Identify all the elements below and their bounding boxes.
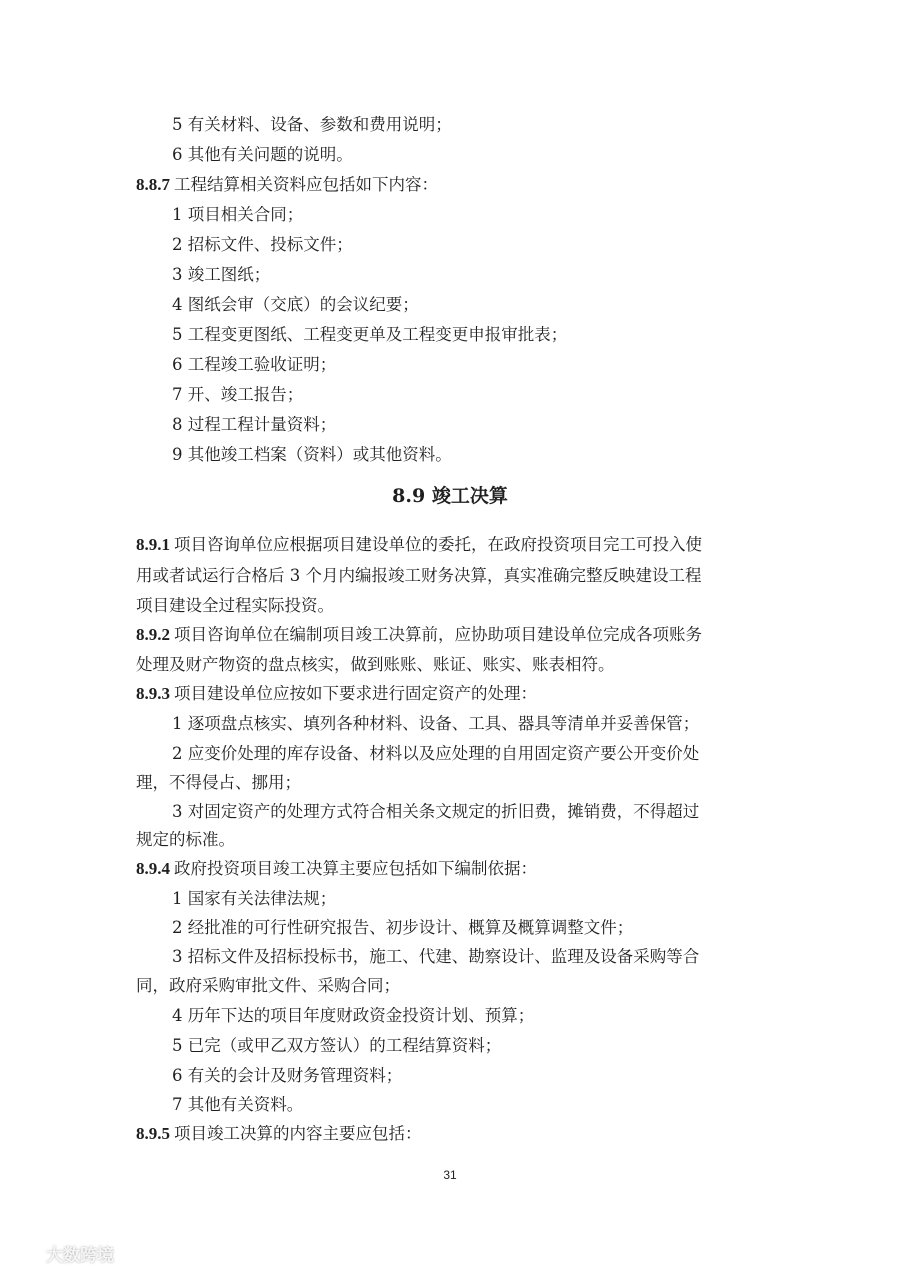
list-item: 7 其他有关资料。: [172, 1095, 304, 1114]
list-item-continuation: 规定的标准。: [136, 830, 235, 849]
list-item: 1 项目相关合同；: [172, 205, 304, 224]
clause-number: 8.9.3: [136, 684, 170, 703]
clause-number: 8.8.7: [136, 175, 170, 194]
page-number: 31: [443, 1168, 457, 1182]
clause-text: 项目咨询单位在编制项目竣工决算前，应协助项目建设单位完成各项账务: [174, 625, 702, 644]
clause-text: 政府投资项目竣工决算主要应包括如下编制依据：: [174, 859, 537, 878]
list-item: 6 其他有关问题的说明。: [172, 145, 353, 164]
watermark: [10, 1240, 114, 1266]
clause-text-line: 用或者试运行合格后 3 个月内编报竣工财务决算，真实准确完整反映建设工程: [136, 566, 702, 585]
clause-8-9-3: [136, 684, 776, 704]
clause-number: 8.9.5: [136, 1124, 170, 1143]
list-item: 3 招标文件及招标投标书，施工、代建、勘察设计、监理及设备采购等合: [172, 947, 700, 966]
list-item: 2 经批准的可行性研究报告、初步设计、概算及概算调整文件；: [172, 918, 634, 937]
clause-text-line: 项目建设全过程实际投资。: [136, 596, 334, 615]
list-item: 1 逐项盘点核实、填列各种材料、设备、工具、器具等清单并妥善保管；: [172, 714, 700, 733]
list-item: 5 工程变更图纸、工程变更单及工程变更申报审批表；: [172, 325, 568, 344]
clause-8-8-7: [136, 175, 776, 195]
clause-text: 项目建设单位应按如下要求进行固定资产的处理：: [174, 684, 537, 703]
clause-text-line: 处理及财产物资的盘点核实，做到账账、账证、账实、账表相符。: [136, 655, 615, 674]
list-item: 4 图纸会审（交底）的会议纪要；: [172, 295, 419, 314]
clause-text: 项目竣工决算的内容主要应包括：: [174, 1124, 422, 1143]
chat-bubble-logo-icon: [10, 1242, 40, 1264]
list-item: 2 应变价处理的库存设备、材料以及应处理的自用固定资产要公开变价处: [172, 744, 700, 763]
list-item: 8 过程工程计量资料；: [172, 415, 337, 434]
clause-number: 8.9.1: [136, 535, 170, 554]
list-item: 2 招标文件、投标文件；: [172, 235, 353, 254]
list-item: 5 已完（或甲乙双方签认）的工程结算资料；: [172, 1036, 502, 1055]
clause-8-9-4: [136, 859, 776, 879]
list-item: 9 其他竣工档案（资料）或其他资料。: [172, 445, 452, 464]
list-item: 3 对固定资产的处理方式符合相关条文规定的折旧费，摊销费，不得超过: [172, 802, 700, 821]
watermark-text: 大数跨境: [46, 1245, 114, 1266]
clause-8-9-5: [136, 1124, 776, 1144]
clause-8-9-1: [136, 535, 776, 555]
clause-text: 项目咨询单位应根据项目建设单位的委托，在政府投资项目完工可投入使: [174, 535, 702, 554]
list-item: 6 有关的会计及财务管理资料；: [172, 1066, 403, 1085]
list-item: 6 工程竣工验收证明；: [172, 355, 337, 374]
list-item: 5 有关材料、设备、参数和费用说明；: [172, 115, 452, 134]
clause-text: 工程结算相关资料应包括如下内容：: [174, 175, 438, 194]
clause-8-9-2: [136, 625, 776, 645]
list-item-continuation: 理，不得侵占、挪用；: [136, 773, 301, 792]
list-item: 7 开、竣工报告；: [172, 385, 304, 404]
list-item: 1 国家有关法律法规；: [172, 889, 337, 908]
list-item-continuation: 同，政府采购审批文件、采购合同；: [136, 976, 400, 995]
list-item: 3 竣工图纸；: [172, 265, 271, 284]
section-heading: 8.9 竣工决算: [392, 485, 508, 507]
clause-number: 8.9.4: [136, 859, 170, 878]
list-item: 4 历年下达的项目年度财政资金投资计划、预算；: [172, 1006, 535, 1025]
clause-number: 8.9.2: [136, 625, 170, 644]
